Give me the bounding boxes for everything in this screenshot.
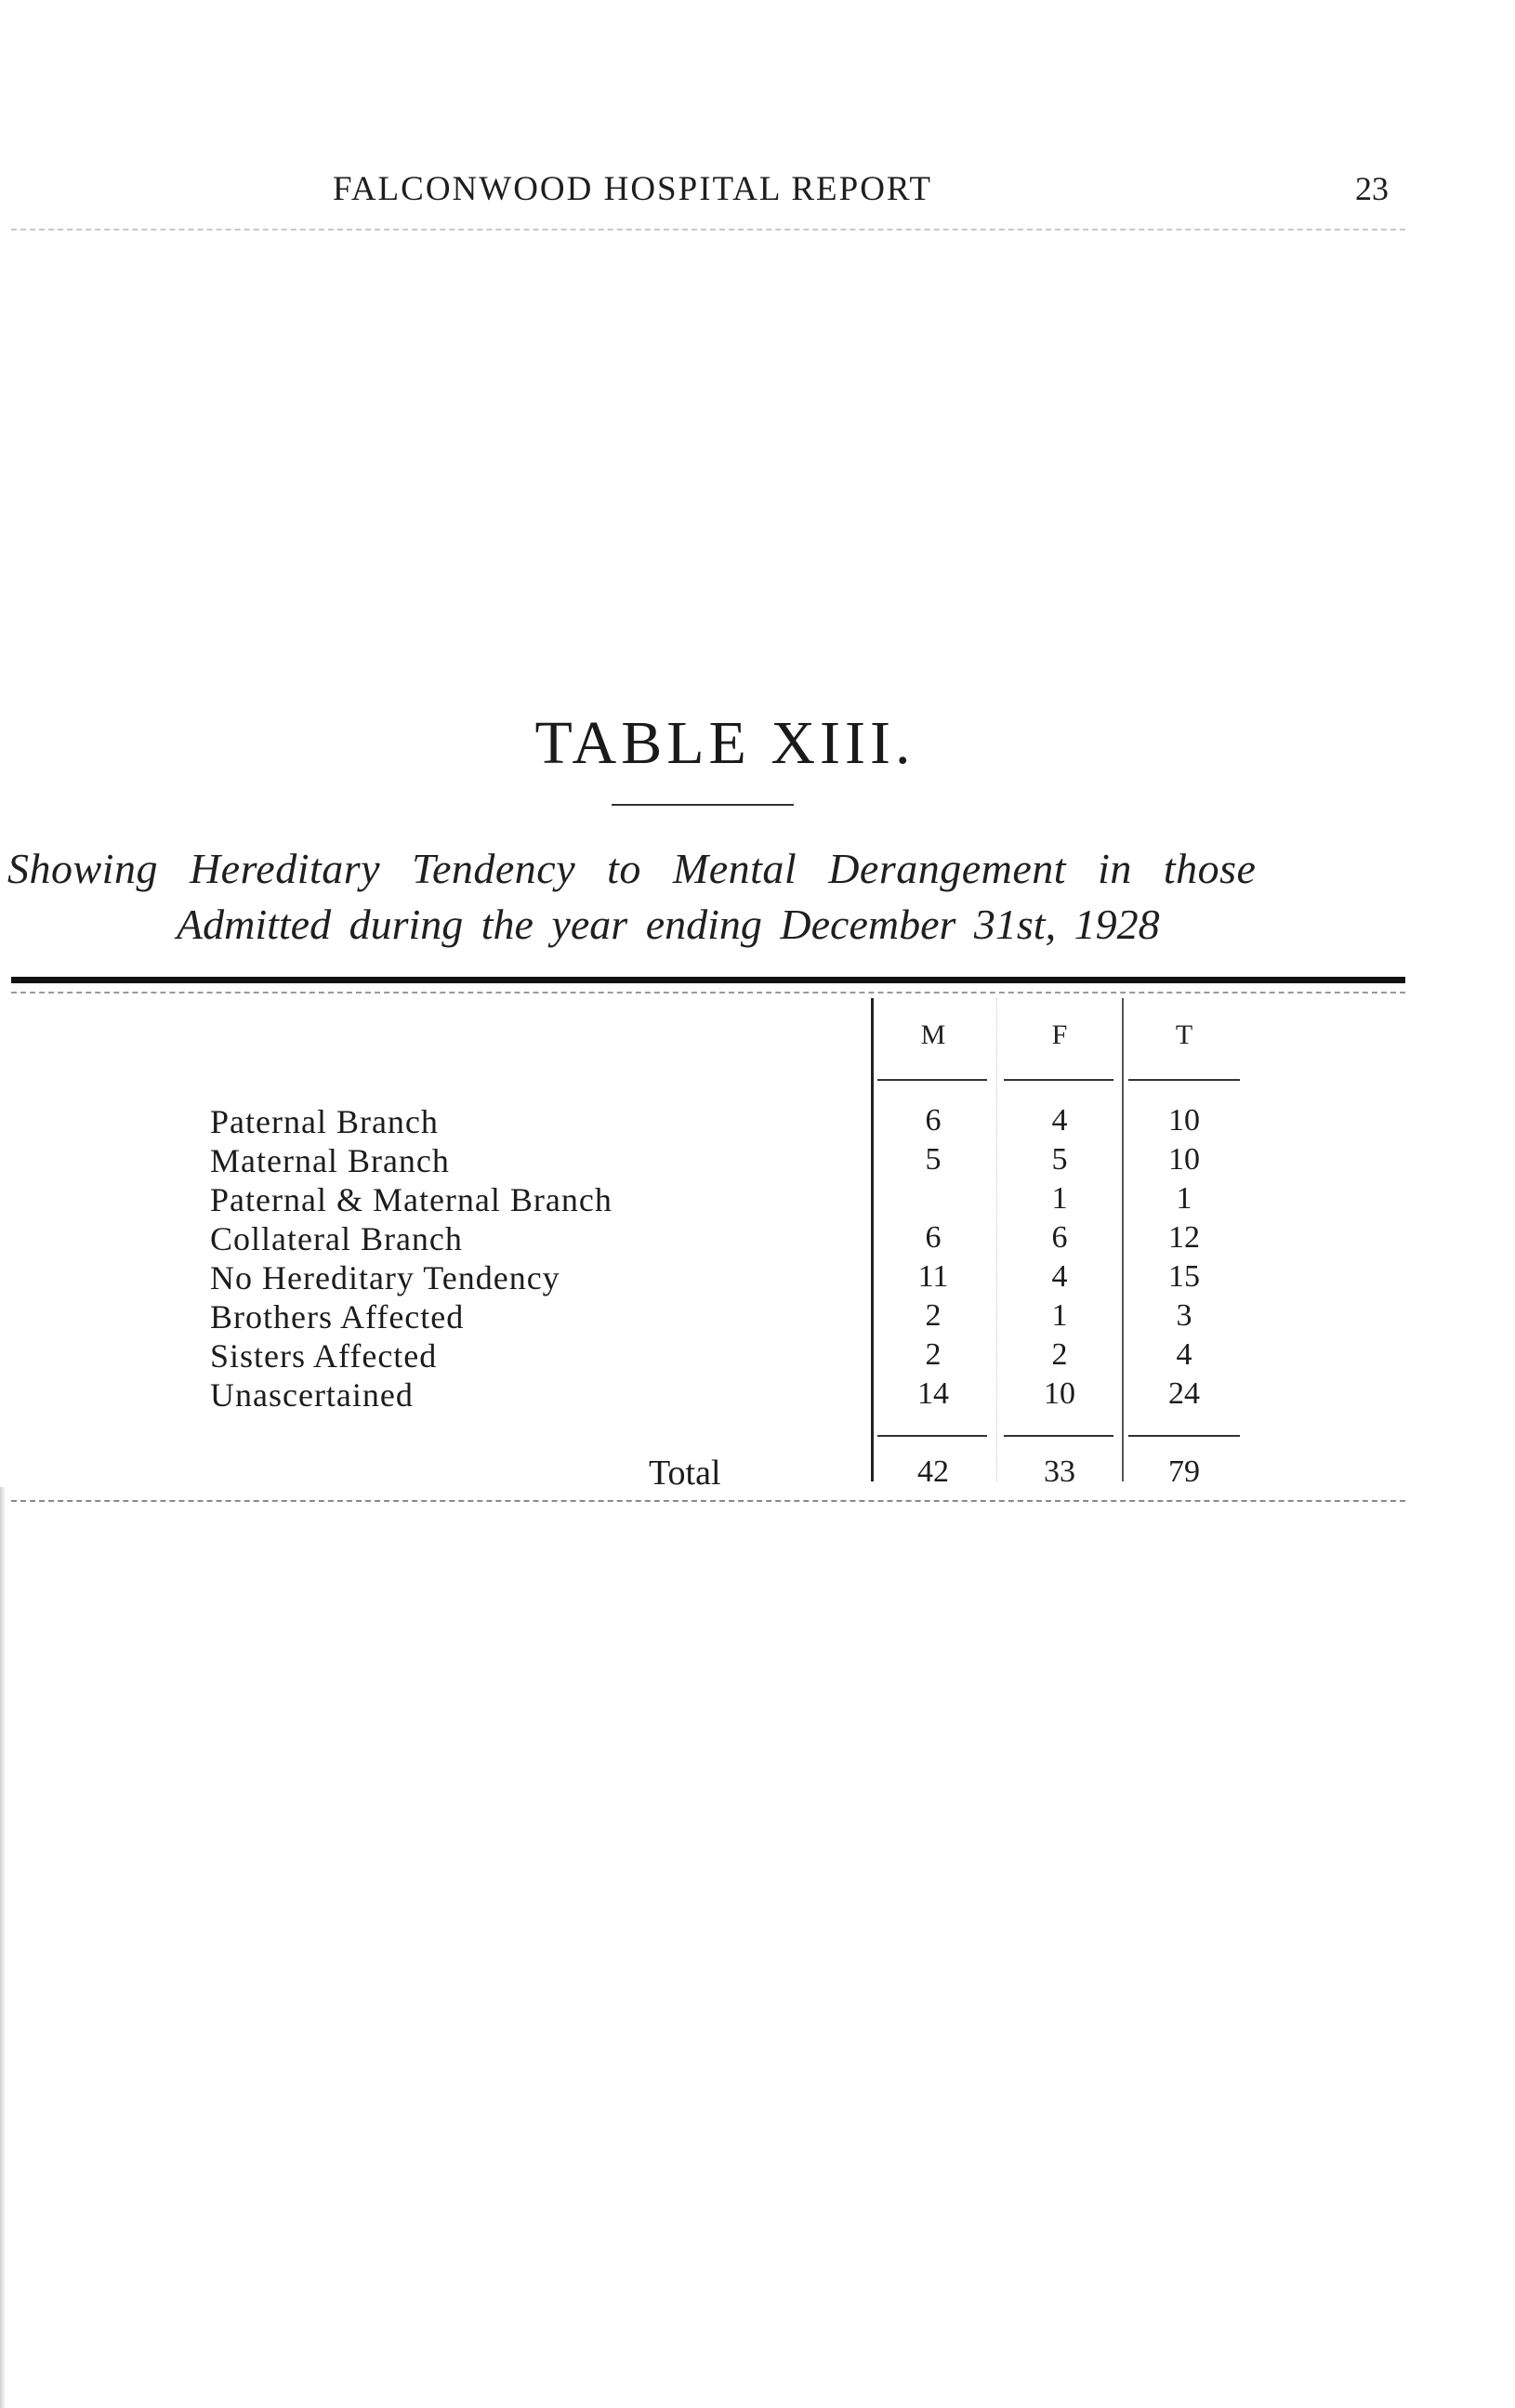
- column-header-f: F: [1051, 1020, 1068, 1050]
- column-divider-m: [871, 998, 874, 1481]
- cell-t: 4: [1176, 1337, 1192, 1372]
- cell-f: 4: [1051, 1259, 1068, 1294]
- header-underline-t: [1128, 1079, 1240, 1081]
- total-label: Total: [649, 1454, 721, 1493]
- table-title: TABLE XIII.: [534, 709, 916, 777]
- cell-f: 5: [1051, 1142, 1068, 1177]
- page-edge-shadow: [0, 1487, 6, 2408]
- table-top-thin-rule: [11, 992, 1405, 993]
- cell-m: 6: [925, 1103, 942, 1138]
- row-label: Collateral Branch: [210, 1220, 463, 1257]
- row-label: Paternal & Maternal Branch: [210, 1181, 613, 1218]
- header-underline-f: [1004, 1079, 1113, 1081]
- total-overline-t: [1128, 1435, 1240, 1437]
- title-rule: [612, 804, 794, 806]
- cell-t: 15: [1168, 1259, 1200, 1294]
- cell-m: 11: [917, 1259, 949, 1294]
- cell-m: 5: [925, 1142, 942, 1177]
- page-number: 23: [1355, 170, 1389, 207]
- row-label: Unascertained: [210, 1376, 414, 1414]
- running-head: FALCONWOOD HOSPITAL REPORT: [333, 170, 932, 208]
- cell-f: 6: [1051, 1220, 1068, 1255]
- cell-t: 3: [1176, 1298, 1192, 1333]
- caption-line-2: Admitted during the year ending December 31st, 1928: [177, 901, 1160, 948]
- column-divider-f: [996, 998, 997, 1481]
- cell-t: 24: [1168, 1376, 1200, 1411]
- row-label: Paternal Branch: [210, 1103, 439, 1140]
- cell-f: 10: [1044, 1376, 1075, 1411]
- column-header-t: T: [1175, 1020, 1193, 1050]
- cell-t: 10: [1168, 1103, 1200, 1138]
- total-t: 79: [1168, 1454, 1200, 1489]
- column-divider-t: [1122, 998, 1124, 1481]
- cell-t: 1: [1176, 1181, 1192, 1216]
- cell-m: 6: [925, 1220, 942, 1255]
- total-overline-f: [1004, 1435, 1113, 1437]
- total-m: 42: [917, 1454, 949, 1489]
- caption-line-1: Showing Hereditary Tendency to Mental Derangement in those: [7, 845, 1257, 892]
- column-header-m: M: [920, 1020, 946, 1050]
- cell-m: 2: [925, 1337, 942, 1372]
- row-label: No Hereditary Tendency: [210, 1259, 560, 1296]
- cell-f: 2: [1051, 1337, 1068, 1372]
- cell-m: 14: [917, 1376, 949, 1411]
- cell-t: 12: [1168, 1220, 1200, 1255]
- row-label: Brothers Affected: [210, 1298, 465, 1336]
- table-top-rule: [11, 977, 1405, 983]
- cell-t: 10: [1168, 1142, 1200, 1177]
- header-underline-m: [877, 1079, 987, 1081]
- header-rule: [11, 229, 1405, 230]
- cell-f: 4: [1051, 1103, 1068, 1138]
- row-label: Maternal Branch: [210, 1142, 450, 1179]
- total-overline-m: [877, 1435, 987, 1437]
- table-bottom-rule: [11, 1500, 1405, 1502]
- total-f: 33: [1044, 1454, 1075, 1489]
- cell-m: 2: [925, 1298, 942, 1333]
- cell-f: 1: [1051, 1298, 1068, 1333]
- cell-f: 1: [1051, 1181, 1068, 1216]
- row-label: Sisters Affected: [210, 1337, 438, 1375]
